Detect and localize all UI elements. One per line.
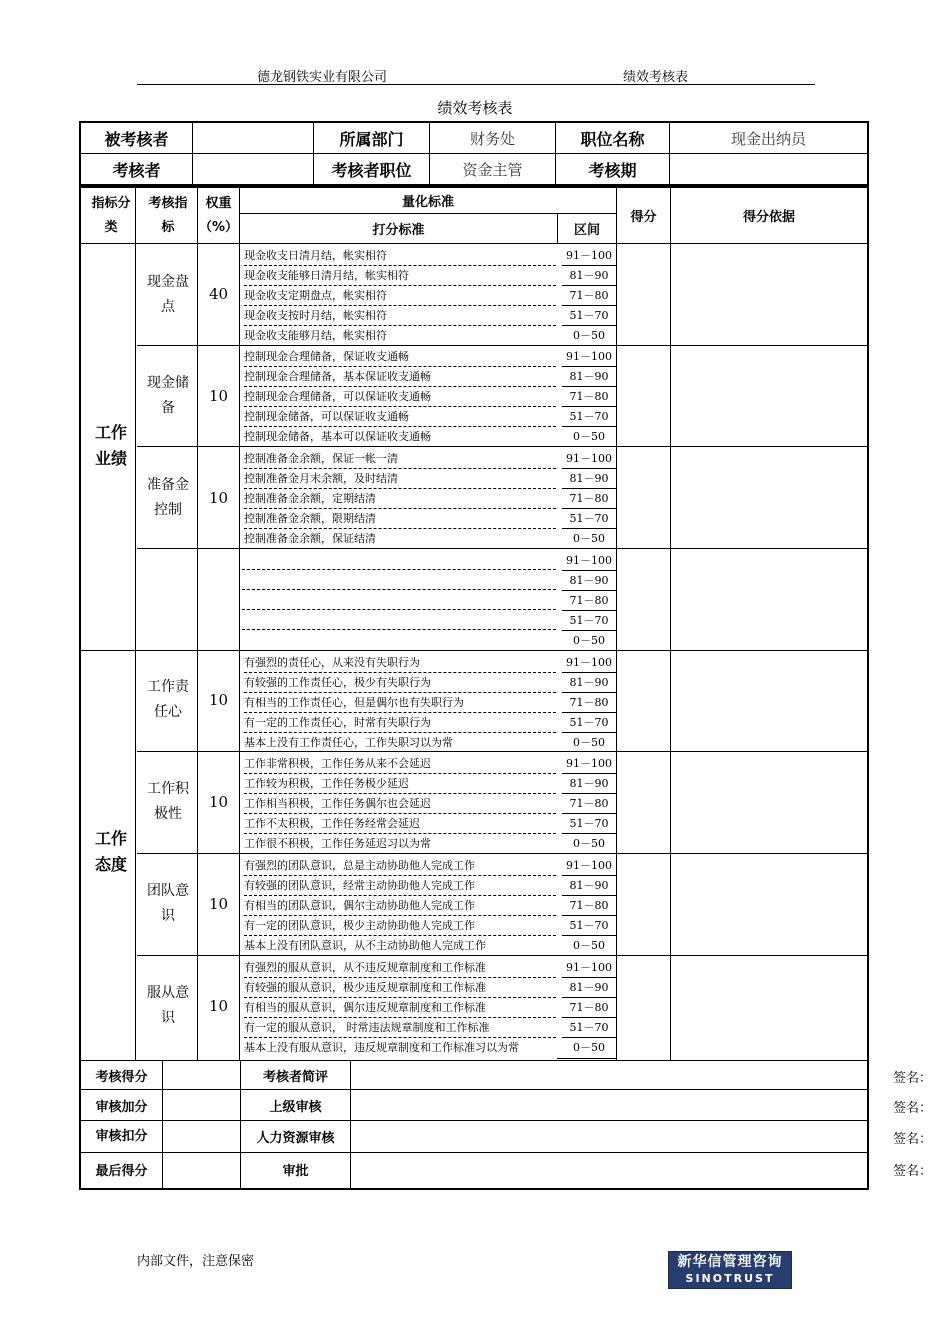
position-label: 职位名称 — [580, 129, 645, 149]
criterion: 工作很不积极，工作任务延迟习以为常 — [244, 837, 431, 850]
range-cell: 91－100 — [562, 856, 616, 876]
criterion: 现金收支定期盘点，帐实相符 — [244, 286, 556, 306]
range-cell: 51－70 — [562, 916, 616, 936]
indicator-name-text: 工作责任心 — [147, 679, 189, 720]
position-field[interactable]: 现金出纳员 — [730, 129, 806, 148]
range-cell: 0－50 — [573, 736, 605, 749]
criterion: 有一定的工作责任心，时常有失职行为 — [244, 713, 556, 733]
indicator-weight: 10 — [208, 489, 229, 507]
category-performance: 工作业绩 — [94, 423, 127, 468]
criterion: 基本上没有团队意识，从不主动协助他人完成工作 — [244, 939, 486, 952]
criterion: 基本上没有服从意识，违反规章制度和工作标准习以为常 — [244, 1041, 519, 1054]
range-cell: 91－100 — [562, 449, 616, 469]
criterion: 工作非常积极，工作任务从来不会延迟 — [244, 754, 556, 774]
signature-label: 签名： — [892, 1071, 932, 1086]
criterion: 有较强的工作责任心，极少有失职行为 — [244, 673, 556, 693]
indicator-name: 服从意识 — [147, 985, 189, 1026]
criterion: 有较强的服从意识，极少违反规章制度和工作标准 — [244, 978, 556, 998]
criterion: 有强烈的责任心，从来没有失职行为 — [244, 653, 556, 673]
range-cell: 91－100 — [562, 653, 616, 673]
category-attitude: 工作态度 — [94, 829, 127, 874]
logo-cn-text: 新华信管理咨询 — [677, 1254, 783, 1270]
dept-field[interactable]: 财务处 — [469, 129, 515, 148]
deduction-label: 审核扣分 — [95, 1128, 148, 1144]
company-name: 德龙钢铁实业有限公司 — [257, 70, 388, 85]
range-cell: 71－80 — [562, 794, 616, 814]
range-cell: 0－50 — [573, 837, 605, 850]
indicator-name — [144, 675, 192, 725]
blank-criterion-line[interactable] — [242, 610, 556, 630]
criterion: 控制准备金余额，保证一帐一清 — [244, 449, 556, 469]
range-cell: 91－100 — [562, 347, 616, 367]
dept-label: 所属部门 — [339, 129, 404, 149]
range-cell: 81－90 — [562, 266, 616, 286]
criterion: 工作不太积极，工作任务经常会延迟 — [244, 814, 556, 834]
range-cell: 71－80 — [562, 998, 616, 1018]
col-range: 区间 — [573, 223, 600, 238]
criterion: 工作相当积极，工作任务偶尔也会延迟 — [244, 794, 556, 814]
confidential-note: 内部文件，注意保密 — [137, 1254, 255, 1269]
range-cell: 0－50 — [573, 939, 605, 952]
criterion: 有相当的服从意识，偶尔违反规章制度和工作标准 — [244, 998, 556, 1018]
range-cell: 0－50 — [573, 329, 605, 342]
criterion: 控制现金合理储备，基本保证收支通畅 — [244, 367, 556, 387]
criterion: 基本上没有工作责任心，工作失职习以为常 — [244, 736, 453, 749]
indicator-weight: 10 — [208, 387, 229, 405]
col-basis: 得分依据 — [742, 210, 795, 225]
col-scoring: 打分标准 — [372, 223, 425, 238]
criterion: 控制准备金月末余额，及时结清 — [244, 469, 556, 489]
assessor-label: 考核者 — [112, 160, 161, 180]
criterion: 控制准备金余额，保证结清 — [244, 532, 376, 545]
criterion: 有强烈的团队意识，总是主动协助他人完成工作 — [244, 856, 556, 876]
range-cell: 51－70 — [562, 814, 616, 834]
criterion: 现金收支日清月结，帐实相符 — [244, 246, 556, 266]
sinotrust-logo — [668, 1251, 792, 1289]
form-name: 绩效考核表 — [623, 70, 689, 85]
criterion: 控制准备金余额，定期结清 — [244, 489, 556, 509]
last-score-label: 最后得分 — [95, 1164, 148, 1179]
range-cell: 91－100 — [562, 958, 616, 978]
indicator-name — [144, 777, 192, 827]
range-cell: 71－80 — [562, 896, 616, 916]
bonus-label: 审核加分 — [95, 1099, 148, 1115]
range-cell: 81－90 — [562, 571, 616, 591]
period-field[interactable] — [670, 154, 867, 184]
range-cell: 71－80 — [562, 286, 616, 306]
final-score-label: 考核得分 — [95, 1069, 148, 1085]
signature-label: 签名： — [892, 1101, 932, 1116]
hr-review-label: 人力资源审核 — [256, 1131, 335, 1146]
assessor-position-label: 考核者职位 — [331, 160, 412, 180]
range-cell: 0－50 — [573, 532, 605, 545]
criterion: 有一定的服从意识， 时常违法规章制度和工作标准 — [244, 1018, 556, 1038]
range-cell: 51－70 — [562, 1018, 616, 1038]
logo-en-text: SINOTRUST — [685, 1272, 775, 1285]
criterion: 有相当的工作责任心，但是偶尔也有失职行为 — [244, 693, 556, 713]
blank-criterion-line[interactable] — [242, 550, 556, 570]
range-cell: 51－70 — [562, 306, 616, 326]
col-category: 指标分类 — [91, 196, 131, 235]
col-quant: 量化标准 — [401, 195, 454, 210]
range-cell: 71－80 — [562, 489, 616, 509]
range-cell: 81－90 — [562, 673, 616, 693]
approval-label: 审批 — [282, 1164, 309, 1179]
blank-criterion-line[interactable] — [242, 570, 556, 590]
range-cell: 0－50 — [573, 1041, 605, 1054]
range-cell: 81－90 — [562, 774, 616, 794]
range-cell: 91－100 — [562, 754, 616, 774]
col-score: 得分 — [630, 210, 657, 225]
range-cell: 71－80 — [562, 693, 616, 713]
range-cell: 81－90 — [562, 876, 616, 896]
indicator-name: 团队意识 — [147, 883, 189, 924]
indicator-name-text: 工作积极性 — [147, 781, 189, 822]
col-indicator: 考核指标 — [148, 196, 188, 235]
range-cell: 91－100 — [562, 551, 616, 571]
range-cell: 81－90 — [562, 367, 616, 387]
header-divider — [137, 84, 815, 85]
criterion: 控制准备金余额，限期结清 — [244, 509, 556, 529]
range-cell: 51－70 — [562, 509, 616, 529]
indicator-weight: 10 — [208, 997, 229, 1015]
range-cell: 51－70 — [562, 407, 616, 427]
assessee-label: 被考核者 — [104, 129, 169, 149]
criterion: 现金收支能够月结，帐实相符 — [244, 329, 387, 342]
indicator-weight: 10 — [208, 691, 229, 709]
range-cell: 71－80 — [562, 387, 616, 407]
criterion: 现金收支按时月结，帐实相符 — [244, 306, 556, 326]
blank-criterion-line[interactable] — [242, 590, 556, 610]
period-label: 考核期 — [588, 160, 637, 180]
signature-label: 签名： — [892, 1164, 932, 1179]
range-cell: 81－90 — [562, 469, 616, 489]
range-cell: 91－100 — [562, 246, 616, 266]
criterion: 工作较为积极，工作任务极少延迟 — [244, 774, 556, 794]
range-cell: 0－50 — [573, 634, 605, 647]
assessor-position-field[interactable]: 资金主管 — [462, 160, 523, 179]
range-cell: 0－50 — [573, 430, 605, 443]
range-cell: 51－70 — [562, 713, 616, 733]
range-cell: 71－80 — [562, 591, 616, 611]
range-cell: 51－70 — [562, 611, 616, 631]
criterion: 有一定的团队意识，极少主动协助他人完成工作 — [244, 916, 556, 936]
criterion: 有较强的团队意识，经常主动协助他人完成工作 — [244, 876, 556, 896]
review-label: 考核者简评 — [262, 1069, 328, 1085]
indicator-name: 准备金控制 — [147, 477, 189, 518]
criterion: 控制现金合理储备，保证收支通畅 — [244, 347, 556, 367]
col-weight: 权重（%） — [198, 196, 239, 235]
indicator-name: 现金储备 — [147, 375, 189, 416]
criterion: 现金收支能够日清月结，帐实相符 — [244, 266, 556, 286]
indicator-weight: 40 — [208, 285, 229, 303]
assessee-field[interactable] — [193, 123, 313, 153]
superior-review-label: 上级审核 — [269, 1099, 322, 1115]
criterion: 控制现金合理储备，可以保证收支通畅 — [244, 387, 556, 407]
criterion: 有相当的团队意识，偶尔主动协助他人完成工作 — [244, 896, 556, 916]
indicator-name: 现金盘点 — [147, 274, 189, 315]
assessor-field[interactable] — [193, 154, 313, 184]
indicator-weight: 10 — [208, 895, 229, 913]
indicator-weight: 10 — [208, 793, 229, 811]
criterion: 控制现金储备，基本可以保证收支通畅 — [244, 430, 431, 443]
range-cell: 81－90 — [562, 978, 616, 998]
criterion: 有强烈的服从意识，从不违反规章制度和工作标准 — [244, 958, 556, 978]
signature-label: 签名： — [892, 1132, 932, 1147]
criterion: 控制现金储备，可以保证收支通畅 — [244, 407, 556, 427]
page-title: 绩效考核表 — [437, 99, 513, 117]
